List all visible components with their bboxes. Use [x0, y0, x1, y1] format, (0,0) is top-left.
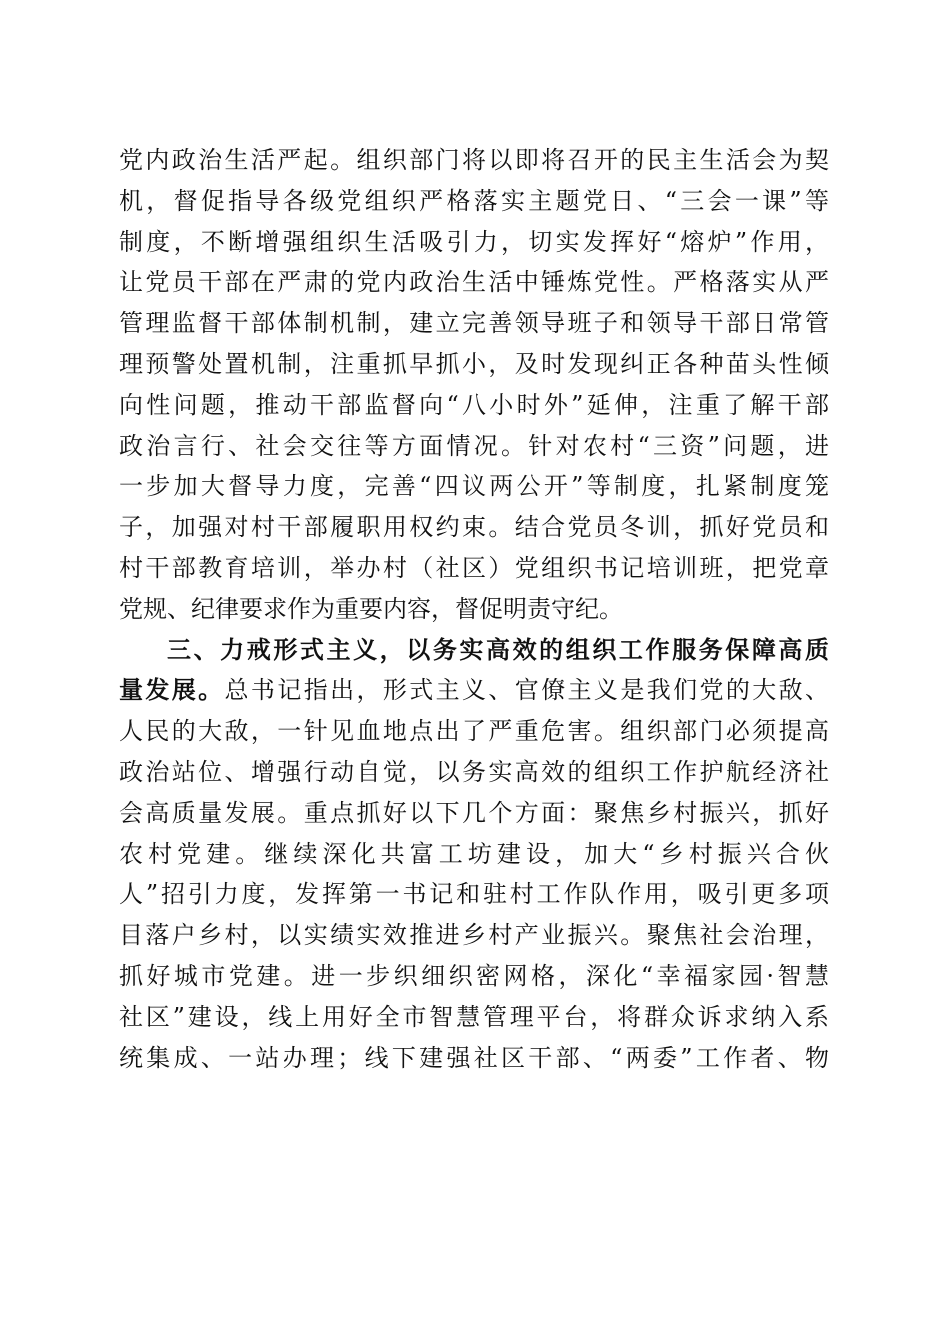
text-line: 理预警处置机制，注重抓早抓小，及时发现纠正各种苗头性倾	[119, 349, 829, 378]
text-line: 制度，不断增强组织生活吸引力，切实发挥好“熔炉”作用，	[119, 227, 829, 256]
text-line: 让党员干部在严肃的党内政治生活中锤炼党性。严格落实从严	[119, 268, 829, 297]
paragraph-2	[119, 630, 829, 1079]
text-line: 政治言行、社会交往等方面情况。针对农村“三资”问题，进	[119, 431, 829, 460]
text-line: 一步加大督导力度，完善“四议两公开”等制度，扎紧制度笼	[119, 472, 829, 501]
text-line: 统集成、一站办理；线下建强社区干部、“两委”工作者、物	[119, 1043, 829, 1072]
section-heading: 三、力戒形式主义，以务实高效的组织工作服务保障高质	[167, 635, 829, 664]
text-line: 农村党建。继续深化共富工坊建设，加大“乡村振兴合伙	[119, 839, 829, 868]
document-body	[119, 140, 829, 1078]
text-line: 党规、纪律要求作为重要内容，督促明责守纪。	[119, 594, 623, 623]
text-line: 政治站位、增强行动自觉，以务实高效的组织工作护航经济社	[119, 757, 829, 786]
paragraph-1	[119, 140, 829, 630]
text-line: 机，督促指导各级党组织严格落实主题党日、“三会一课”等	[119, 186, 829, 215]
text-line: 向性问题，推动干部监督向“八小时外”延伸，注重了解干部	[119, 390, 829, 419]
text-line: 党内政治生活严起。组织部门将以即将召开的民主生活会为契	[119, 146, 829, 174]
text-line: 子，加强对村干部履职用权约束。结合党员冬训，抓好党员和	[119, 513, 829, 542]
text-segment: 总书记指出，形式主义、官僚主义是我们党的大敌、	[224, 676, 830, 705]
section-heading-end: 量发展。	[119, 676, 225, 705]
text-line	[119, 670, 829, 711]
text-line: 目落户乡村，以实绩实效推进乡村产业振兴。聚焦社会治理，	[119, 921, 829, 950]
text-line: 人民的大敌，一针见血地点出了严重危害。组织部门必须提高	[119, 717, 829, 746]
text-line: 会高质量发展。重点抓好以下几个方面：聚焦乡村振兴，抓好	[119, 798, 829, 827]
text-line: 社区”建设，线上用好全市智慧管理平台，将群众诉求纳入系	[119, 1002, 829, 1031]
text-line: 人”招引力度，发挥第一书记和驻村工作队作用，吸引更多项	[119, 880, 829, 909]
text-line: 村干部教育培训，举办村（社区）党组织书记培训班，把党章	[119, 553, 829, 582]
text-line: 管理监督干部体制机制，建立完善领导班子和领导干部日常管	[119, 309, 829, 338]
text-line: 抓好城市党建。进一步织细织密网格，深化“幸福家园·智慧	[119, 961, 829, 990]
